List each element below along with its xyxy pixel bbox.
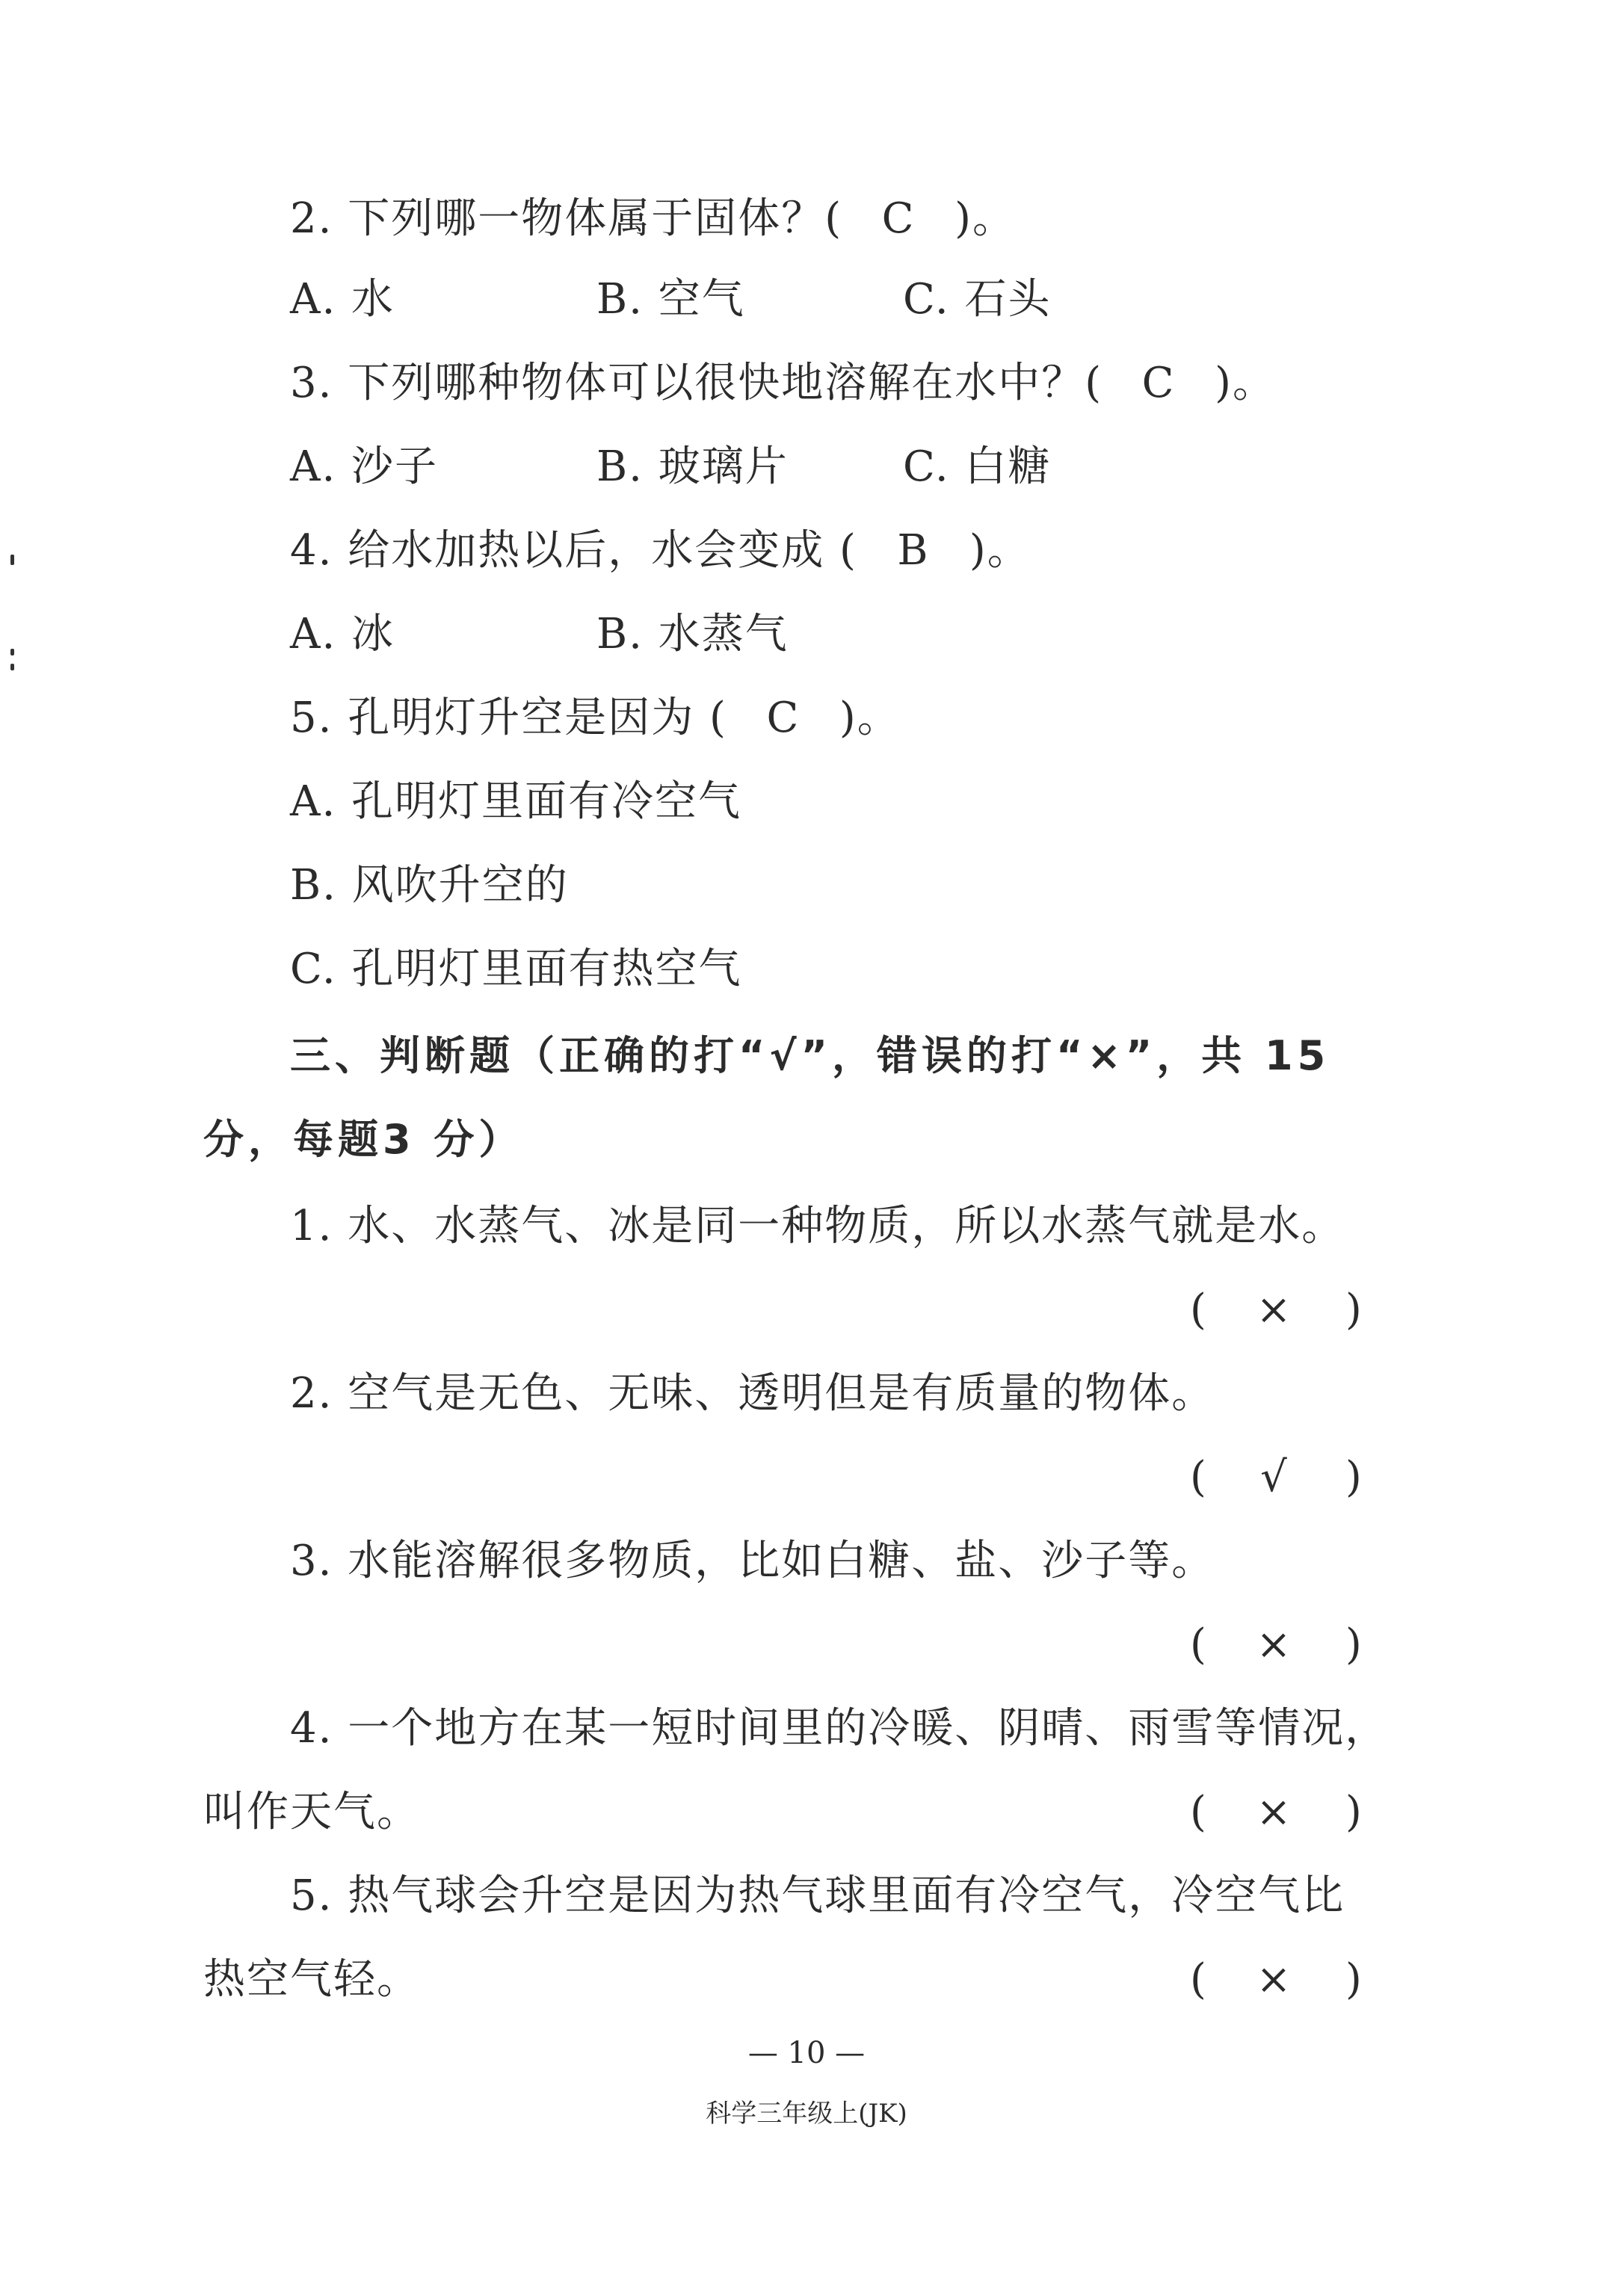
paren-close: )	[1345, 1788, 1362, 1836]
judgement-mark-5	[1190, 1954, 1369, 2006]
section-heading: 三、判断题（正确的打“√”，错误的打“×”，共 15	[290, 1032, 1330, 1079]
mark-symbol: √	[1260, 1453, 1287, 1502]
judgement-mark-3	[1190, 1619, 1369, 1671]
paren-open: (	[1190, 1620, 1206, 1669]
paren-close: )	[1345, 1620, 1362, 1669]
question-number: 4.	[290, 526, 333, 575]
option-b: B. 风吹升空的	[290, 861, 569, 910]
page-number: — 10 —	[747, 2036, 866, 2070]
judgement-mark-2	[1190, 1451, 1369, 1504]
option-c: C. 白糖	[903, 442, 1052, 491]
option-a: A. 沙子	[290, 442, 439, 491]
paren-open: (	[1190, 1955, 1206, 2004]
question-5	[290, 692, 901, 744]
answer-letter: B	[897, 526, 930, 575]
scan-artifact	[10, 664, 14, 670]
book-title: 科学三年级上(JK)	[706, 2099, 907, 2129]
mark-symbol: ×	[1256, 1788, 1292, 1836]
question-stem: 下列哪一物体属于固体？(	[348, 194, 843, 243]
answer-letter: C	[881, 194, 916, 243]
question-close: )。	[969, 526, 1031, 575]
question-close: )。	[1215, 359, 1276, 407]
question-number: 5.	[290, 694, 333, 742]
question-stem: 孔明灯升空是因为 (	[348, 694, 727, 742]
scan-artifact	[10, 649, 14, 655]
judgement-item-5: 5. 热气球会升空是因为热气球里面有冷空气，冷空气比	[290, 1871, 1345, 1920]
question-3-options	[290, 441, 1486, 493]
question-2-options	[290, 274, 1486, 326]
paren-close: )	[1345, 1955, 1362, 2004]
judgement-mark-1	[1190, 1284, 1369, 1336]
mark-symbol: ×	[1256, 1620, 1292, 1669]
option-c: C. 孔明灯里面有热空气	[290, 945, 742, 993]
question-stem: 给水加热以后，水会变成 (	[348, 526, 857, 575]
paren-open: (	[1190, 1286, 1206, 1334]
question-close: )。	[954, 194, 1016, 243]
question-close: )。	[839, 694, 901, 742]
question-4	[290, 525, 1031, 577]
judgement-item-2: 2. 空气是无色、无味、透明但是有质量的物体。	[290, 1369, 1215, 1418]
mark-symbol: ×	[1256, 1286, 1292, 1334]
answer-letter: C	[766, 694, 801, 742]
paren-close: )	[1345, 1453, 1362, 1502]
question-number: 2.	[290, 194, 333, 243]
option-b: B. 水蒸气	[596, 610, 789, 658]
judgement-item-5-continued: 热空气轻。	[203, 1955, 420, 2004]
option-b: B. 玻璃片	[596, 442, 789, 491]
judgement-item-4: 4. 一个地方在某一短时间里的冷暖、阴晴、雨雪等情况，	[290, 1704, 1389, 1753]
paren-close: )	[1345, 1286, 1362, 1334]
judgement-item-1: 1. 水、水蒸气、冰是同一种物质，所以水蒸气就是水。	[290, 1202, 1345, 1250]
question-stem: 下列哪种物体可以很快地溶解在水中？(	[348, 359, 1103, 407]
scan-artifact	[10, 555, 14, 565]
judgement-item-4-continued: 叫作天气。	[203, 1788, 420, 1836]
paren-open: (	[1190, 1453, 1206, 1502]
option-a: A. 冰	[290, 610, 395, 658]
question-4-options	[290, 608, 1486, 661]
option-b: B. 空气	[596, 275, 745, 324]
mark-symbol: ×	[1256, 1955, 1292, 2004]
option-c: C. 石头	[903, 275, 1052, 324]
answer-letter: C	[1141, 359, 1176, 407]
question-3	[290, 357, 1276, 410]
section-heading-continued: 分，每题3 分）	[203, 1116, 524, 1163]
judgement-mark-4	[1190, 1786, 1369, 1839]
option-a: A. 孔明灯里面有冷空气	[290, 777, 742, 826]
judgement-item-3: 3. 水能溶解很多物质，比如白糖、盐、沙子等。	[290, 1537, 1215, 1585]
question-2	[290, 193, 1016, 245]
question-number: 3.	[290, 359, 333, 407]
paren-open: (	[1190, 1788, 1206, 1836]
option-a: A. 水	[290, 275, 395, 324]
